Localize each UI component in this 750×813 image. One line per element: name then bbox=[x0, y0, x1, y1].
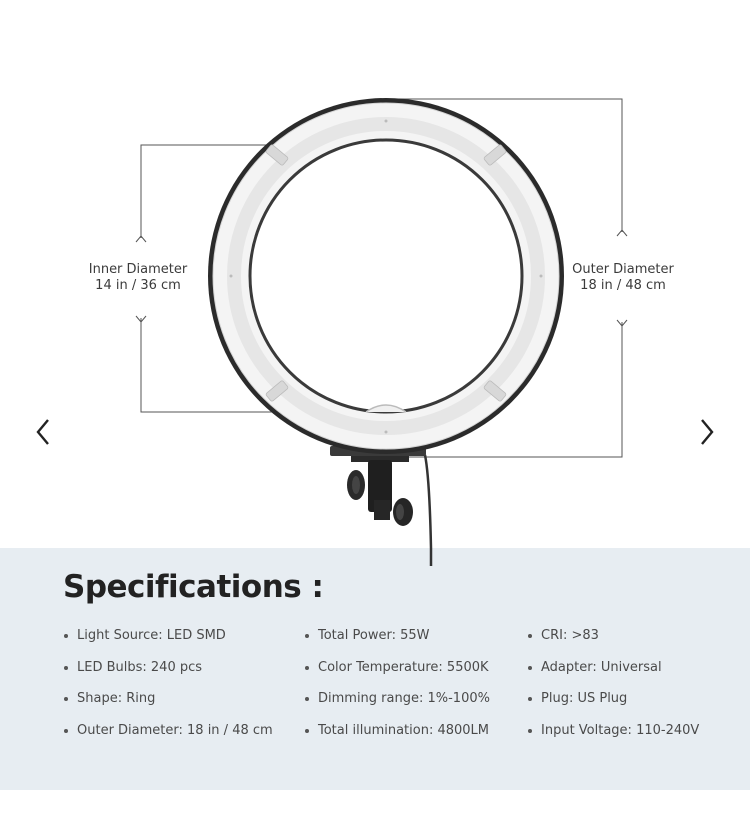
spec-item bbox=[305, 723, 490, 755]
inner-diameter-label bbox=[78, 262, 198, 294]
power-cord bbox=[425, 455, 431, 548]
bullet-icon bbox=[305, 666, 309, 670]
bullet-icon bbox=[64, 729, 68, 733]
chevron-left-icon bbox=[35, 418, 51, 446]
spec-item bbox=[528, 628, 699, 660]
spec-text: Color Temperature: 5500K bbox=[318, 659, 489, 675]
spec-text: Input Voltage: 110-240V bbox=[541, 722, 700, 738]
spec-item bbox=[305, 628, 490, 660]
power-cord-end bbox=[428, 548, 434, 568]
bullet-icon bbox=[64, 634, 68, 638]
outer-diameter-value: 18 in / 48 cm bbox=[580, 278, 666, 293]
spec-text: LED Bulbs: 240 pcs bbox=[77, 659, 203, 675]
spec-text: CRI: >83 bbox=[541, 628, 599, 643]
spec-text: Adapter: Universal bbox=[541, 659, 662, 675]
spec-item bbox=[305, 660, 490, 692]
bottom-spacer bbox=[0, 790, 750, 813]
spec-text: Dimming range: 1%-100% bbox=[318, 691, 490, 706]
spec-item bbox=[528, 660, 699, 692]
spec-column-1 bbox=[64, 628, 273, 754]
inner-diameter-value: 14 in / 36 cm bbox=[95, 278, 181, 293]
next-image-button[interactable] bbox=[692, 416, 722, 448]
outer-diameter-label bbox=[563, 262, 683, 294]
inner-diameter-title: Inner Diameter bbox=[88, 262, 188, 277]
previous-image-button[interactable] bbox=[28, 416, 58, 448]
bullet-icon bbox=[528, 666, 532, 670]
spec-item bbox=[64, 691, 273, 723]
ring-inner-opening bbox=[250, 140, 522, 412]
spec-text: Total illumination: 4800LM bbox=[318, 722, 490, 738]
bullet-icon bbox=[64, 666, 68, 670]
spec-item bbox=[305, 691, 490, 723]
specifications-title: Specifications : bbox=[63, 569, 324, 605]
spec-item bbox=[64, 628, 273, 660]
stand-mount bbox=[330, 446, 426, 526]
spec-text: Plug: US Plug bbox=[541, 691, 628, 706]
spec-text: Outer Diameter: 18 in / 48 cm bbox=[77, 722, 273, 738]
bullet-icon bbox=[64, 697, 68, 701]
bullet-icon bbox=[305, 729, 309, 733]
chevron-right-icon bbox=[699, 418, 715, 446]
spec-item bbox=[64, 723, 273, 755]
bullet-icon bbox=[528, 634, 532, 638]
spec-item bbox=[528, 723, 699, 755]
spec-column-3 bbox=[528, 628, 699, 754]
spec-text: Total Power: 55W bbox=[318, 628, 430, 643]
spec-item bbox=[64, 660, 273, 692]
bullet-icon bbox=[305, 634, 309, 638]
spec-text: Light Source: LED SMD bbox=[77, 628, 226, 643]
specifications-panel bbox=[0, 548, 750, 813]
outer-diameter-title: Outer Diameter bbox=[572, 262, 674, 277]
spec-column-2 bbox=[305, 628, 490, 754]
spec-item bbox=[528, 691, 699, 723]
bullet-icon bbox=[528, 729, 532, 733]
bullet-icon bbox=[528, 697, 532, 701]
spec-text: Shape: Ring bbox=[77, 691, 156, 706]
bullet-icon bbox=[305, 697, 309, 701]
